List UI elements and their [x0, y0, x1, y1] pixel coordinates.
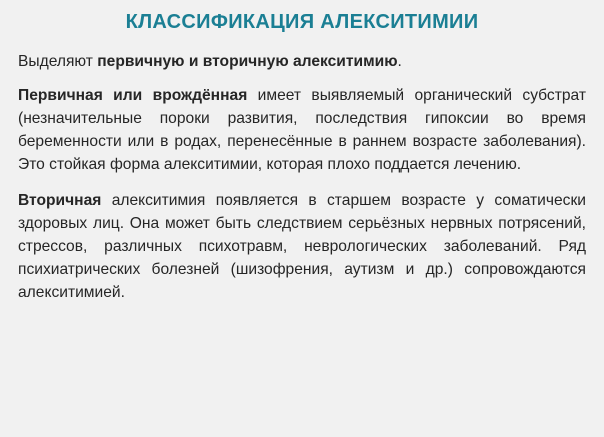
primary-term: Первичная или врождённая: [18, 87, 248, 104]
primary-paragraph: [18, 84, 586, 176]
intro-bold: первичную и вторичную алекситимию: [97, 53, 398, 70]
primary-text: имеет выявляемый органический субстрат (незначительные пороки развития, последствия гипоксии во время беременности или в родах, перенесённые в раннем возрасте заболевания). Это стойкая форма алекситимии, которая плохо поддается лечению.: [18, 87, 586, 173]
intro-lead: Выделяют: [18, 53, 98, 70]
slide-title: КЛАССИФИКАЦИЯ АЛЕКСИТИМИИ: [125, 11, 479, 33]
secondary-paragraph: [18, 189, 586, 304]
intro-tail: .: [397, 53, 402, 70]
secondary-text: алекситимия появляется в старшем возрасте у соматически здоровых лиц. Она может быть следствием серьёзных нервных потрясений, стрессов, различных психотравм, неврологических заболеваний. Ряд психиатрических болезней (шизофрения, аутизм и др.) сопровождаются алекситимией.: [18, 192, 586, 301]
intro-paragraph: [18, 50, 586, 73]
secondary-term: Вторичная: [18, 192, 102, 209]
